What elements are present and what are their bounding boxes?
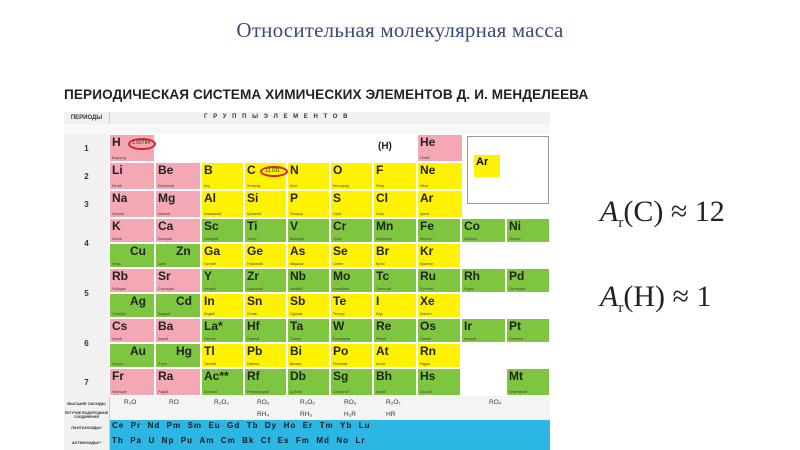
slide-title: Относительная молекулярная масса <box>236 18 564 42</box>
actinides-label: АКТИНОИДЫ** <box>64 435 110 450</box>
hydrides-row: ЛЕТУЧИЕ ВОДОРОДНЫЕ СОЕДИНЕНИЯ RH₄ RH₃ H₂R HR <box>64 410 550 420</box>
hydrogen-paren: (H) <box>378 141 392 152</box>
period-label: 2 <box>64 162 110 190</box>
period-label: 5 <box>64 268 110 318</box>
period-label: 3 <box>64 190 110 218</box>
legend-sample-cell: Ar <box>474 155 500 177</box>
group-subheaders <box>64 124 550 134</box>
element-H: H Водород <box>109 134 155 162</box>
period-label: 6 <box>64 318 110 368</box>
actinides-row: АКТИНОИДЫ** Th Pa U Np Pu Am Cm Bk Cf Es Fm Md No Lr <box>64 435 550 450</box>
periodic-table-title: ПЕРИОДИЧЕСКАЯ СИСТЕМА ХИМИЧЕСКИХ ЭЛЕМЕНТОВ Д. И. МЕНДЕЛЕЕВА <box>64 87 589 102</box>
period-row-6: 6 Cs Цезий Ba Барий La* Лантан Hf Гафний Ta Тантал W Вольфрам Re Рений Os Осмий Ir Иридий Pt Платина Au Золото Hg Ртуть Tl Таллий Pb Свинец Bi Висмут Po Полоний At Астат Rn Радон <box>64 318 550 368</box>
oxides-row: ВЫСШИЕ ОКСИДЫ R₂O RO R₂O₃ RO₂ R₂O₅ RO₃ R₂O₇ RO₄ <box>64 396 550 410</box>
groups-header <box>64 112 550 124</box>
element-He: He Гелий <box>417 134 463 162</box>
lanthanides-row: ЛАНТАНОИДЫ* Ce Pr Nd Pm Sm Eu Gd Tb Dy Ho Er Tm Yb Lu <box>64 420 550 435</box>
element-C: C Углерод <box>244 162 287 190</box>
period-row-5: 5 Rb Рубидий Sr Стронций Y Иттрий Zr Цирконий Nb Ниобий Mo Молибден Tc Технеций Ru Рутений Rh Родий Pd Палладий Ag Серебро Cd Кадмий In Индий Sn Олово Sb Сурьма Te Теллур I Иод Xe Ксенон <box>64 268 550 318</box>
periods-label: ПЕРИОДЫ <box>64 112 110 124</box>
period-row-2: 2 Li Литий Be Бериллий B Бор C Углерод N Азот O Кислород F Фтор Ne Неон <box>64 162 550 190</box>
oxides-label: ВЫСШИЕ ОКСИДЫ <box>64 396 110 410</box>
period-label: 7 <box>64 368 110 396</box>
hydrides-label: ЛЕТУЧИЕ ВОДОРОДНЫЕ СОЕДИНЕНИЯ <box>64 411 109 419</box>
period-label: 1 <box>64 134 110 162</box>
lanthanides-label: ЛАНТАНОИДЫ* <box>64 420 110 435</box>
period-row-3: 3 Na Натрий Mg Магний Al Алюминий Si Кремний P Фосфор S Сера Cl Хлор Ar Аргон <box>64 190 550 218</box>
period-label: 4 <box>64 218 110 268</box>
groups-label: Г Р У П П Ы Э Л Е М Е Н Т О В <box>204 114 350 120</box>
formula-carbon: $A_r(C) \approx 12$ <box>600 195 725 231</box>
period-row-7: 7 Fr Франций Ra Радий Ac** Актиний Rf Резерфордий Db Дубний Sg Сиборгий Bh Борий Hs Хассий Mt Мейтнерий <box>64 368 550 396</box>
periodic-table: ПЕРИОДЫ Г Р У П П Ы Э Л Е М Е Н Т О В 1 H Водород (H) He Гелий Ar 2 Li Литий Be Бериллий B Бор C Углерод N Азот O Кислород F Фтор Ne Неон 3 Na Натрий Mg Магний Al Алюминий Si Кремний P Фосфор S Сера Cl Хлор Ar Аргон 4 K Калий Ca Кальций Sc Скандий Ti Титан V Ванадий Cr Хром Mn Марганец Fe Железо Co Кобальт Ni Никель Cu Медь Zn Цинк Ga Галлий Ge Германий As Мышьяк Se Селен Br Бром Kr Криптон 5 Rb Рубидий Sr Стронций Y Иттрий Zr Цирконий Nb Ниобий Mo Молибден Tc Технеций Ru Рутений Rh Родий Pd Палладий Ag Серебро Cd Кадмий In Индий Sn Олово Sb Сурьма Te Теллур I Иод Xe Ксенон 6 Cs Цезий Ba Барий La* Лантан Hf Гафний Ta Тантал W Вольфрам Re Рений Os Осмий Ir Иридий Pt Платина Au Золото Hg Ртуть Tl Таллий Pb Свинец Bi Висмут Po Полоний At Астат Rn Радон 7 Fr Франций Ra Радий Ac** Актиний Rf Резерфордий Db Дубний Sg Сиборгий Bh Борий Hs Хассий Mt Мейтнерий ВЫСШИЕ ОКСИДЫ R₂O RO R₂O₃ RO₂ R₂O₅ RO₃ R₂O₇ RO₄ ЛЕТУЧИЕ ВОДОРОДНЫЕ СОЕДИНЕНИЯ RH₄ RH₃ H₂R HR ЛАНТАНОИДЫ* Ce Pr Nd Pm Sm Eu Gd Tb Dy Ho Er Tm Yb Lu АКТИНОИДЫ** Th Pa U Np Pu Am Cm Bk Cf Es Fm Md No Lr 1.00794 12.011 <box>64 112 550 450</box>
period-row-4: 4 K Калий Ca Кальций Sc Скандий Ti Титан V Ванадий Cr Хром Mn Марганец Fe Железо Co Кобальт Ni Никель Cu Медь Zn Цинк Ga Галлий Ge Германий As Мышьяк Se Селен Br Бром Kr Криптон <box>64 218 550 268</box>
formula-hydrogen: $A_r(H) \approx 1$ <box>600 280 712 316</box>
